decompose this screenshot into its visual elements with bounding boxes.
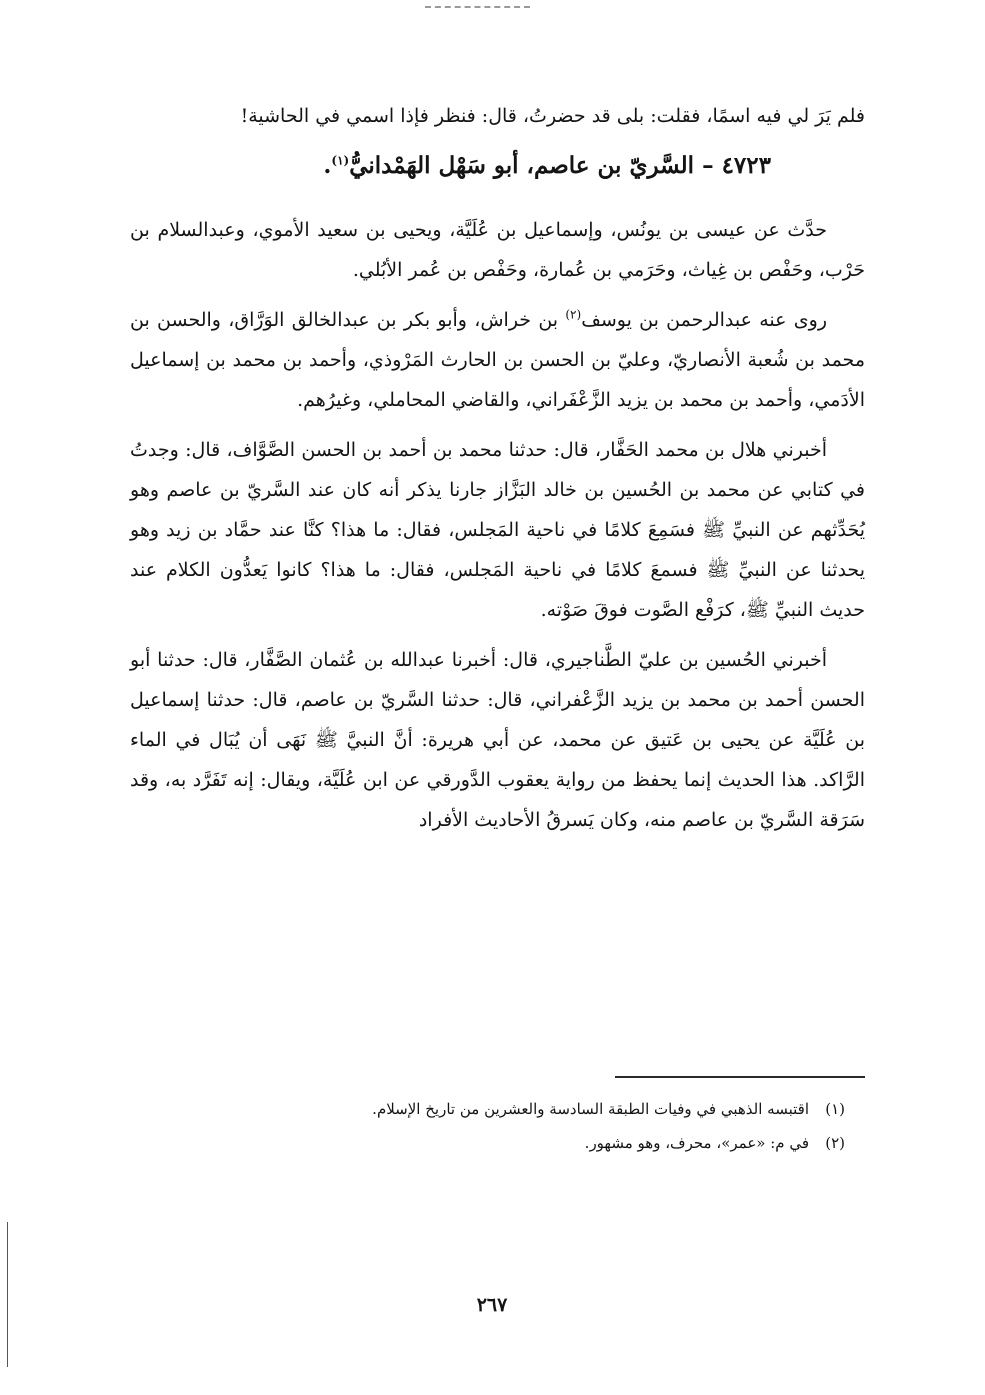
entry-heading-end: . (323, 152, 332, 179)
narrators-text-start: روى عنه عبدالرحمن بن يوسف (581, 309, 828, 331)
footnote-separator (615, 1076, 865, 1078)
narrators-text-end: الوَرَّاق، والحسن بن محمد بن شُعبة الأنصاريّ، وعليّ بن الحسن بن الحارث المَرْوذي، وأحمد بن محمد بن إسماعيل الأدَمي، وأحمد بن محمد بن يزيد الزَّعْفَراني، والقاضي المحاملي، وغيرُهم. (130, 309, 865, 411)
footnote-2 (200, 1126, 845, 1160)
footnote-2-text: في م: «عمر»، محرف، وهو مشهور. (584, 1134, 809, 1152)
teachers-paragraph: حدَّث عن عيسى بن يونُس، وإسماعيل بن عُلَيَّة، ويحيى بن سعيد الأموي، وعبدالسلام بن حَرْب، وحَفْص بن غِياث، وحَرَمي بن عُمارة، وحَفْص بن عُمر الأبُلي. (130, 219, 865, 281)
opening-line: فلم يَرَ لي فيه اسمًا، فقلت: بلى قد حضرتُ، قال: فنظر فإذا اسمي في الحاشية! (240, 105, 865, 127)
footnotes (200, 1092, 845, 1160)
footnote-1 (200, 1092, 845, 1126)
narrators-text-middle: بن خراش، وأبو بكر بن عبدالخالق (284, 309, 566, 331)
main-text (130, 96, 865, 850)
top-scan-mark (425, 6, 530, 8)
footnote-ref-2: (٢) (565, 307, 582, 322)
footnote-1-text: اقتبسه الذهبي في وفيات الطبقة السادسة والعشرين من تاريخ الإسلام. (372, 1100, 809, 1118)
page-edge-line (7, 1222, 8, 1367)
narrators-paragraph (130, 300, 865, 420)
footnote-ref-1: (١) (331, 153, 350, 168)
footnote-1-number: (١) (825, 1100, 845, 1118)
entry-heading-text: ٤٧٢٣ – السَّريّ بن عاصم، أبو سَهْل الهَمْدانيُّ (349, 152, 771, 179)
page-number: ٢٦٧ (476, 1294, 508, 1316)
report-paragraph: أخبرني هلال بن محمد الحَفَّار، قال: حدثنا محمد بن أحمد بن الحسن الصَّوَّاف، قال: وجدتُ في كتابي عن محمد بن الحُسين بن خالد البَزَّاز جارنا يذكر أنه كان عند السَّريّ بن عاصم وهو يُحَدِّثهم عن النبيِّ ﷺ فسَمِعَ كلامًا في ناحية المَجلس، فقال: ما هذا؟ كنَّا عند حمَّاد بن زيد وهو يحدثنا عن النبيِّ ﷺ فسمعَ كلامًا في ناحية المَجلس، فقال: ما هذا؟ كانوا يَعدُّون الكلام عند حديث النبيِّ ﷺ، كرَفْع الصَّوت فوقَ صَوْته. (130, 439, 865, 621)
entry-heading (130, 146, 865, 186)
hadith-paragraph: أخبرني الحُسين بن عليّ الطَّناجيري، قال: أخبرنا عبدالله بن عُثمان الصَّفَّار، قال: حدثنا أبو الحسن أحمد بن محمد بن يزيد الزَّعْفراني، قال: حدثنا السَّريّ بن عاصم، قال: حدثنا إسماعيل بن عُلَيَّة عن يحيى بن عَتيق عن محمد، عن أبي هريرة: أنَّ النبيَّ ﷺ نَهَى أن يُبَال في الماء الرَّاكد. هذا الحديث إنما يحفظ من رواية يعقوب الدَّورقي عن ابن عُلَيَّة، ويقال: إنه تَفَرَّد به، وقد سَرَقة السَّريّ بن عاصم منه، وكان يَسرقُ الأحاديث الأفراد (130, 649, 865, 831)
footnote-2-number: (٢) (825, 1134, 845, 1152)
